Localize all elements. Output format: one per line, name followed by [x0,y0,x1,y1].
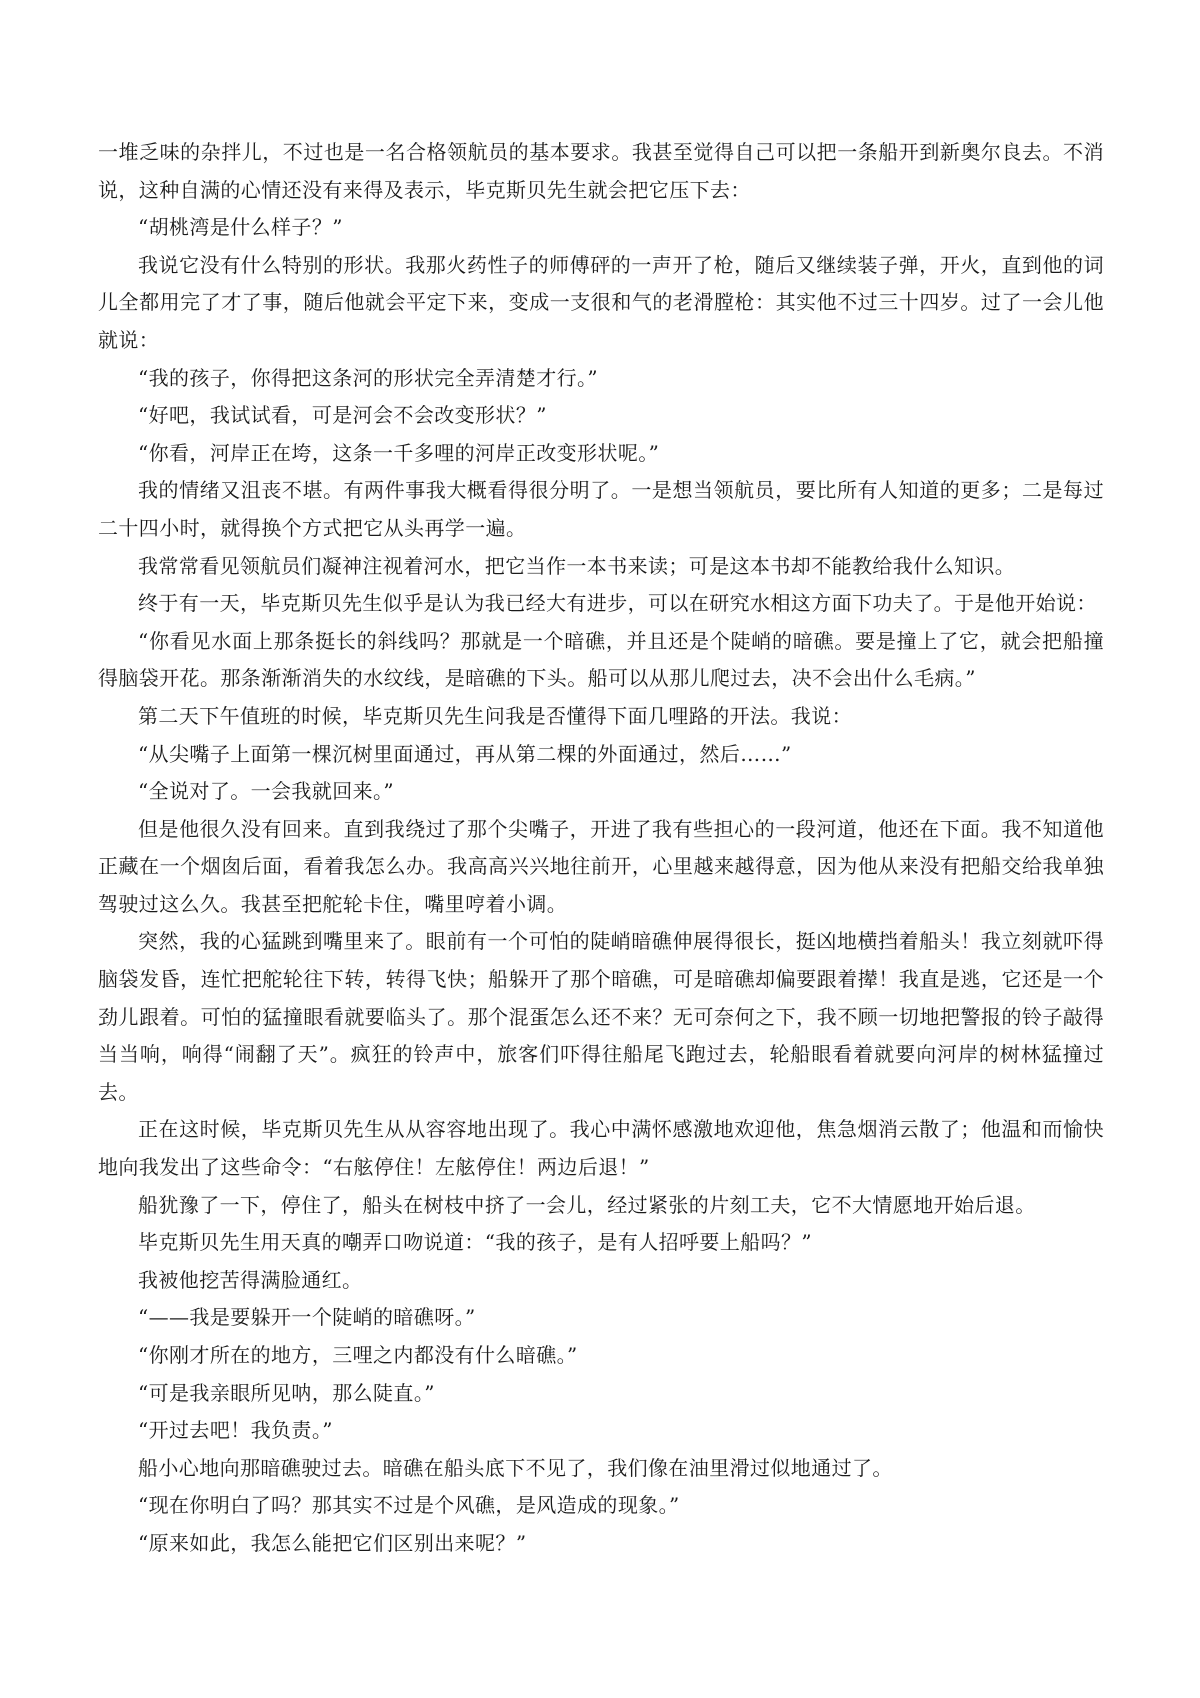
paragraph: “我的孩子，你得把这条河的形状完全弄清楚才行。” [138,365,599,390]
paragraph: 毕克斯贝先生用天真的嘲弄口吻说道：“我的孩子，是有人招呼要上船吗？” [138,1230,813,1255]
paragraph: 我说它没有什么特别的形状。我那火药性子的师傅砰的一声开了枪，随后又继续装子弹，开火，直到他的词儿全都用完了才了事，随后他就会平定下来，变成一支很和气的老滑膛枪：其实他不过三十四岁。过了一会儿他就说： [98,252,1104,352]
paragraph: “可是我亲眼所见呐，那么陡直。” [138,1380,435,1405]
paragraph: “你看，河岸正在垮，这条一千多哩的河岸正改变形状呢。” [138,440,660,465]
paragraph: 终于有一天，毕克斯贝先生似乎是认为我已经大有进步，可以在研究水相这方面下功夫了。于是他开始说： [138,591,1097,616]
paragraph: “——我是要躲开一个陡峭的暗礁呀。” [138,1305,476,1330]
paragraph: “胡桃湾是什么样子？” [138,215,343,240]
paragraph: 第二天下午值班的时候，毕克斯贝先生问我是否懂得下面几哩路的开法。我说： [138,703,852,728]
paragraph: “现在你明白了吗？那其实不过是个风礁，是风造成的现象。” [138,1493,680,1518]
paragraph: 但是他很久没有回来。直到我绕过了那个尖嘴子，开进了我有些担心的一段河道，他还在下面。我不知道他正藏在一个烟囱后面，看着我怎么办。我高高兴兴地往前开，心里越来越得意，因为他从来没有把船交给我单独驾驶过这么久。我甚至把舵轮卡住，嘴里哼着小调。 [98,816,1104,916]
paragraph: 正在这时候，毕克斯贝先生从从容容地出现了。我心中满怀感激地欢迎他，焦急烟消云散了；他温和而愉快地向我发出了这些命令：“右舷停住！左舷停住！两边后退！” [98,1117,1104,1180]
paragraph: 突然，我的心猛跳到嘴里来了。眼前有一个可怕的陡峭暗礁伸展得很长，挺凶地横挡着船头！我立刻就吓得脑袋发昏，连忙把舵轮往下转，转得飞快；船躲开了那个暗礁，可是暗礁却偏要跟着撵！我直是逃，它还是一个劲儿跟着。可怕的猛撞眼看就要临头了。那个混蛋怎么还不来？无可奈何之下，我不顾一切地把警报的铃子敲得当当响，响得“闹翻了天”。疯狂的铃声中，旅客们吓得往船尾飞跑过去，轮船眼看着就要向河岸的树林猛撞过去。 [98,929,1104,1104]
paragraph: “开过去吧！我负责。” [138,1418,333,1443]
paragraph: “好吧，我试试看，可是河会不会改变形状？” [138,403,547,428]
paragraph: “原来如此，我怎么能把它们区别出来呢？” [138,1530,527,1555]
paragraph: “你看见水面上那条挺长的斜线吗？那就是一个暗礁，并且还是个陡峭的暗礁。要是撞上了它，就会把船撞得脑袋开花。那条渐渐消失的水纹线，是暗礁的下头。船可以从那儿爬过去，决不会出什么毛病。” [98,628,1104,691]
paragraph: 我常常看见领航员们凝神注视着河水，把它当作一本书来读；可是这本书却不能教给我什么知识。 [138,553,1016,578]
paragraph: 船小心地向那暗礁驶过去。暗礁在船头底下不见了，我们像在油里滑过似地通过了。 [138,1455,893,1480]
paragraph: 一堆乏味的杂拌儿，不过也是一名合格领航员的基本要求。我甚至觉得自己可以把一条船开到新奥尔良去。不消说，这种自满的心情还没有来得及表示，毕克斯贝先生就会把它压下去： [98,140,1104,202]
paragraph: 船犹豫了一下，停住了，船头在树枝中挤了一会儿，经过紧张的片刻工夫，它不大情愿地开始后退。 [138,1192,1036,1217]
paragraph: 我被他挖苦得满脸通红。 [138,1267,363,1292]
paragraph: “从尖嘴子上面第一棵沉树里面通过，再从第二棵的外面通过，然后……” [138,741,792,766]
paragraph: 我的情绪又沮丧不堪。有两件事我大概看得很分明了。一是想当领航员，要比所有人知道的更多；二是每过二十四小时，就得换个方式把它从头再学一遍。 [98,478,1104,540]
paragraph: “全说对了。一会我就回来。” [138,779,395,804]
article-body [98,134,1104,1563]
paragraph: “你刚才所在的地方，三哩之内都没有什么暗礁。” [138,1343,578,1367]
